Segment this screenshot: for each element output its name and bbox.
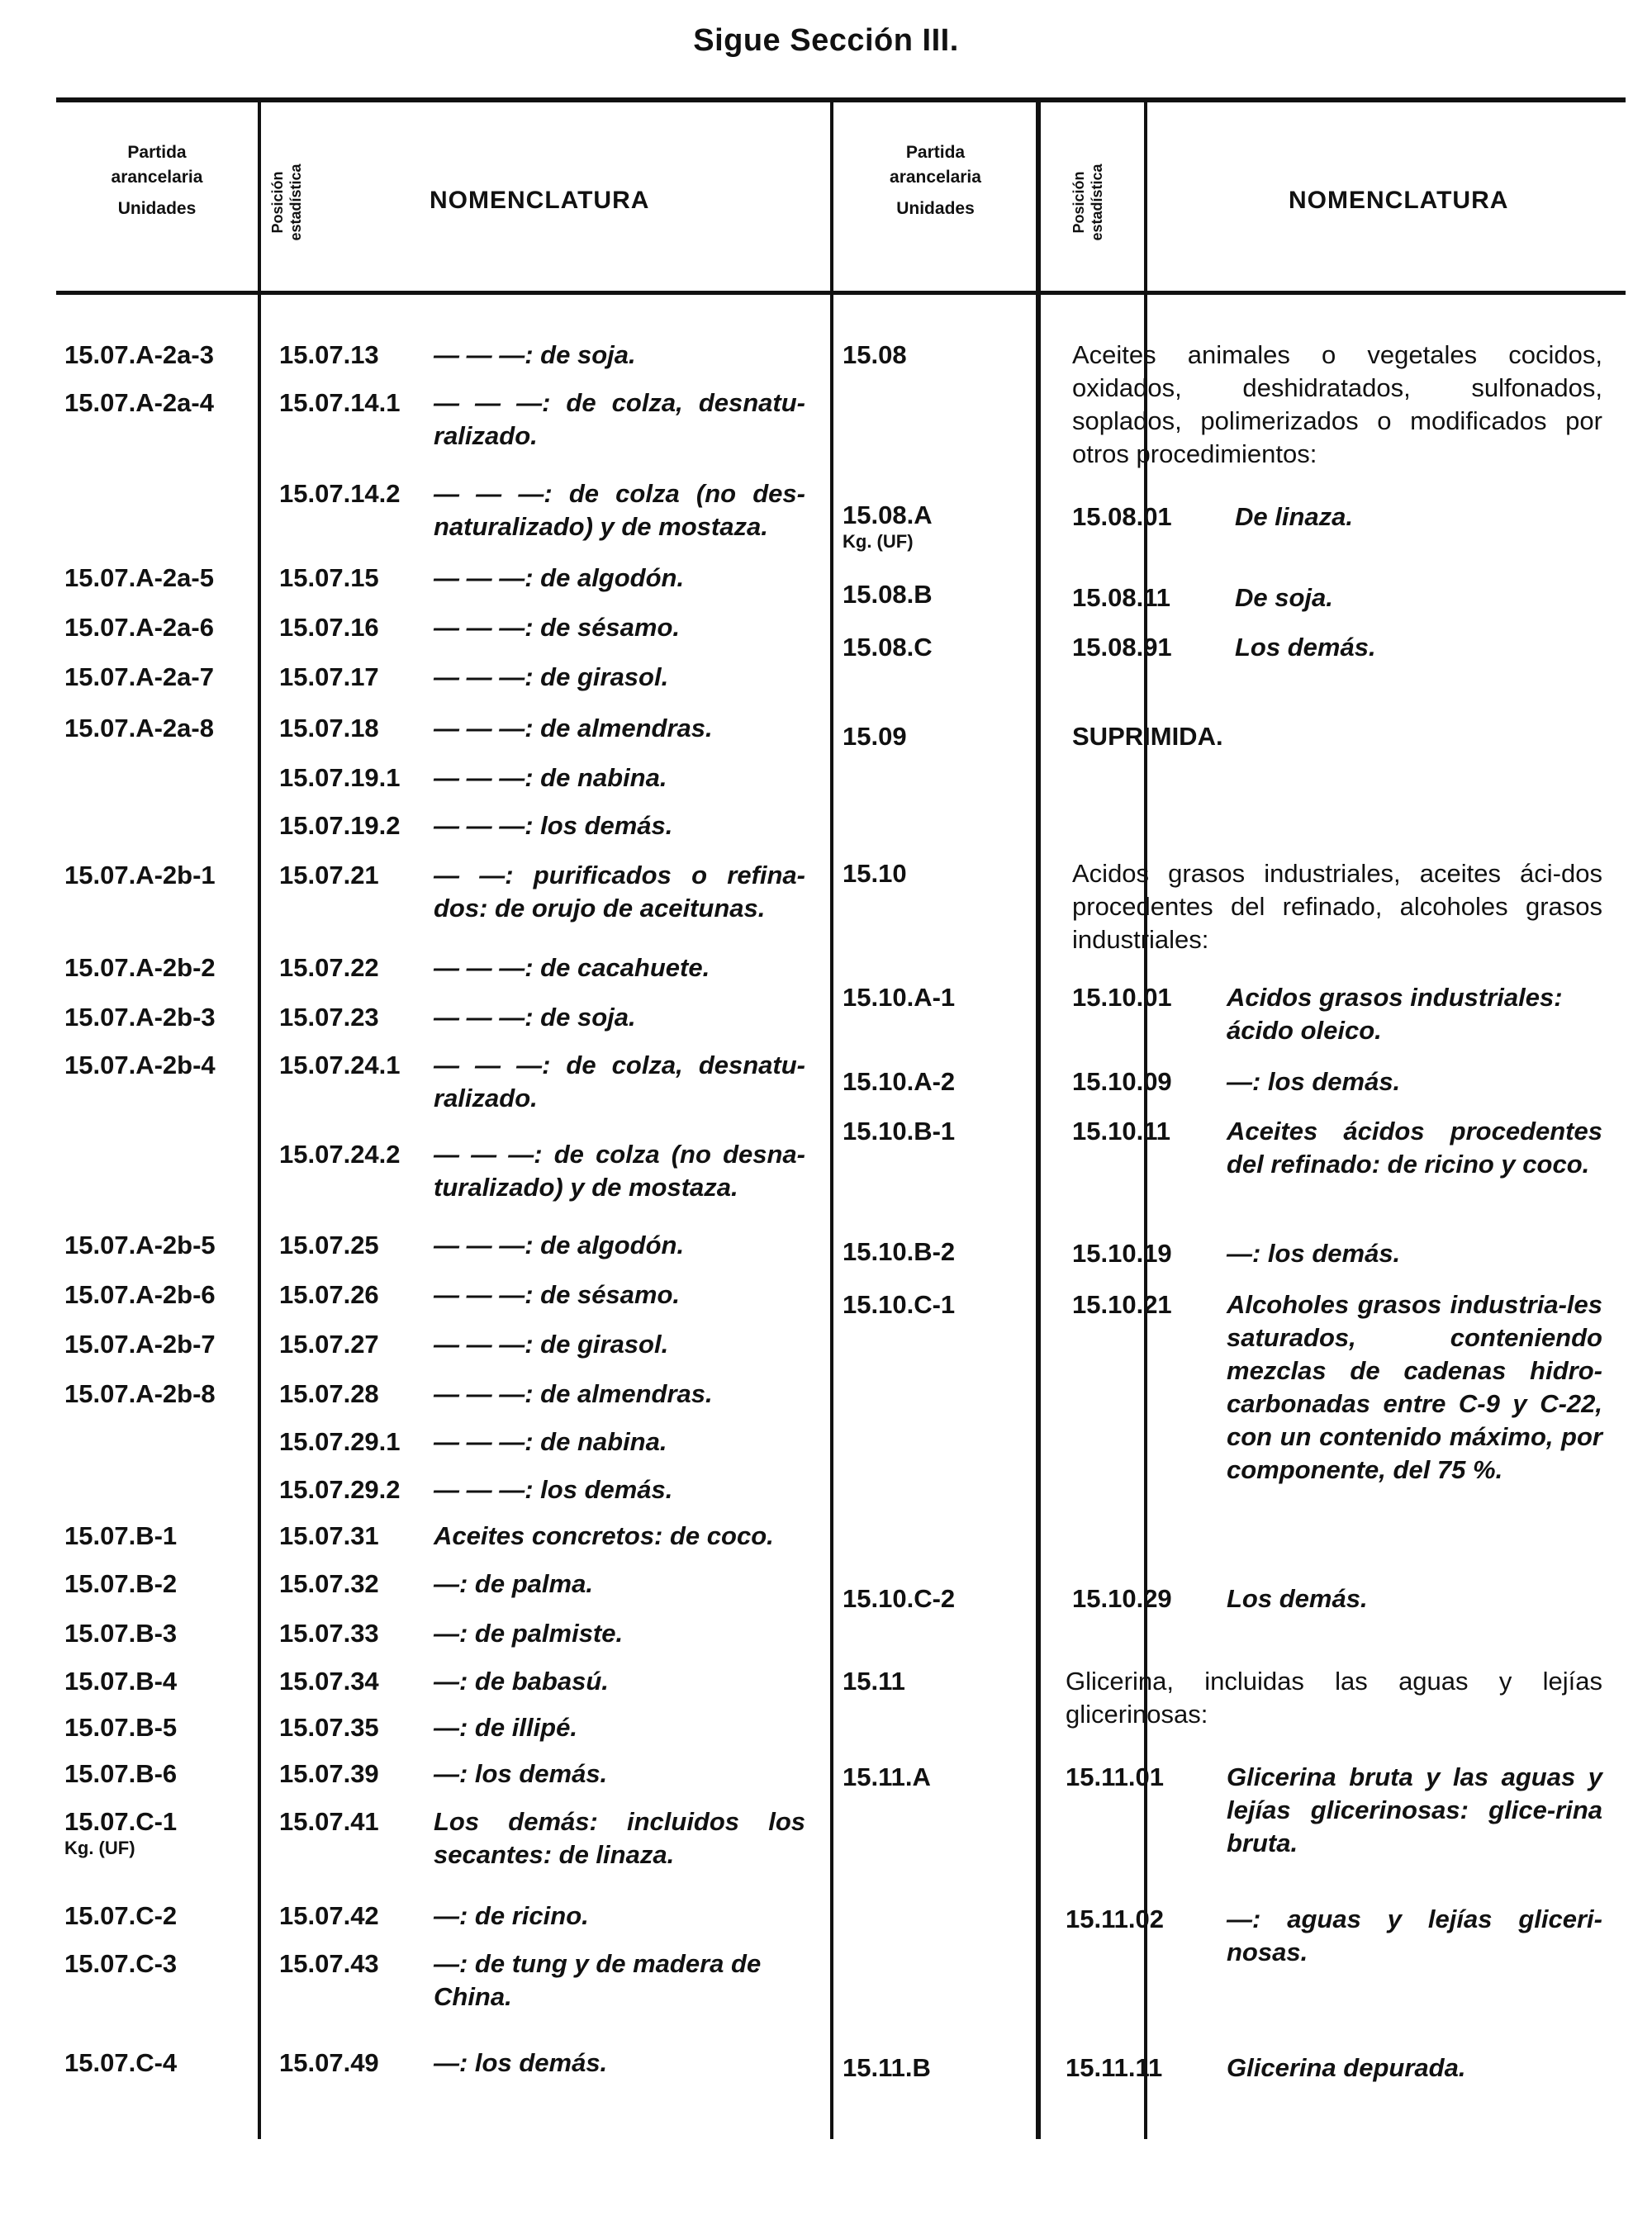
left-partida-code: 15.07.C-1 [64,1807,178,1836]
left-nomenclatura: —: de illipé. [434,1713,577,1742]
left-posicion: 15.07.22 [279,953,379,982]
left-partida: 15.07.B-5 [64,1713,178,1742]
right-posicion: 15.10.11 [1072,1117,1170,1146]
left-posicion: 15.07.29.1 [279,1427,401,1456]
left-nomenclatura: — — —: de nabina. [434,1427,667,1456]
left-partida: 15.07.B-1 [64,1521,178,1550]
left-nomenclatura: — — —: de colza (no desna-turalizado) y de mostaza. [434,1140,805,1202]
header-posicion-line2: estadística [1089,164,1105,241]
right-partida: 15.10.A-1 [843,983,956,1012]
header-partida-line3: Unidades [117,199,197,218]
left-partida [64,1805,177,1858]
left-nomenclatura: — — —: los demás. [434,811,673,840]
left-partida: 15.07.A-2a-7 [64,662,214,691]
right-partida: 15.10.C-1 [843,1290,956,1319]
left-nomenclatura: —: de palmiste. [434,1619,624,1648]
right-nomenclatura: De soja. [1235,583,1333,612]
left-partida: 15.07.A-2b-1 [64,861,216,889]
left-partida: 15.07.A-2a-6 [64,613,214,642]
right-partida: 15.11.A [843,1762,931,1791]
right-posicion: 15.10.21 [1072,1290,1172,1319]
left-posicion: 15.07.23 [279,1003,379,1032]
left-nomenclatura: — — —: de algodón. [434,1231,685,1259]
left-partida-unit: Kg. (UF) [64,1838,135,1858]
right-posicion: 15.10.29 [1072,1584,1172,1613]
left-partida: 15.07.A-2b-5 [64,1231,216,1259]
right-nomenclatura: Glicerina, incluidas las aguas y lejías glicerinosas: [1066,1667,1602,1729]
left-posicion: 15.07.31 [279,1521,379,1550]
right-partida: 15.10.B-1 [843,1117,956,1146]
right-posicion: 15.08.91 [1072,633,1172,662]
right-posicion: 15.11.11 [1066,2053,1163,2082]
header-partida-line3: Unidades [896,199,975,218]
header-posicion-line1: Posición [1070,171,1087,234]
left-posicion: 15.07.19.1 [279,763,401,792]
left-partida: 15.07.B-2 [64,1569,178,1598]
left-nomenclatura: — — —: de girasol. [434,662,669,691]
header-posicion-right [1070,149,1119,256]
right-partida: 15.10 [843,859,907,888]
right-posicion: 15.08.11 [1072,583,1170,612]
header-partida-right [843,140,1028,221]
left-partida: 15.07.C-2 [64,1901,178,1930]
header-partida-line2: arancelaria [111,168,203,187]
left-posicion: 15.07.14.2 [279,479,401,508]
left-partida: 15.07.A-2a-5 [64,563,214,592]
left-nomenclatura: Aceites concretos: de coco. [434,1521,774,1550]
right-partida: 15.08 [843,340,907,369]
right-partida: 15.08.B [843,580,933,609]
left-partida: 15.07.A-2b-3 [64,1003,216,1032]
right-nomenclatura: Acidos grasos industriales, aceites áci-dos procedentes del refinado, alcoholes grasos industriales: [1072,859,1602,954]
left-nomenclatura: —: de ricino. [434,1901,589,1930]
left-posicion: 15.07.33 [279,1619,379,1648]
left-partida: 15.07.B-3 [64,1619,178,1648]
left-nomenclatura: — — —: de colza, desnatu-ralizado. [434,1051,805,1112]
left-posicion: 15.07.14.1 [279,388,401,417]
left-nomenclatura: — — —: de almendras. [434,1379,713,1408]
left-posicion: 15.07.49 [279,2048,379,2077]
left-nomenclatura: — — —: de colza, desnatu-ralizado. [434,388,805,450]
right-nomenclatura: Acidos grasos industriales: ácido oleico. [1227,983,1563,1045]
right-posicion: 15.11.02 [1066,1905,1164,1933]
left-partida: 15.07.B-4 [64,1667,178,1696]
column-divider-3 [1036,99,1041,2139]
header-posicion-line2: estadística [287,164,304,241]
left-posicion: 15.07.43 [279,1949,379,1978]
right-nomenclatura: Aceites ácidos procedentes del refinado: de ricino y coco. [1227,1117,1602,1179]
left-nomenclatura: Los demás: incluidos los secantes: de linaza. [434,1807,805,1869]
right-partida: 15.08.C [843,633,933,662]
left-partida: 15.07.B-6 [64,1759,178,1788]
right-nomenclatura: Los demás. [1227,1584,1368,1613]
left-nomenclatura: —: de palma. [434,1569,593,1598]
left-posicion: 15.07.27 [279,1330,379,1359]
right-partida: 15.10.B-2 [843,1237,956,1266]
table-top-rule [56,97,1626,102]
left-nomenclatura: — — —: de soja. [434,340,636,369]
left-nomenclatura: — — —: de cacahuete. [434,953,710,982]
right-partida: 15.11 [843,1667,905,1696]
left-posicion: 15.07.19.2 [279,811,401,840]
column-divider-1 [258,99,261,2139]
left-nomenclatura: — — —: de sésamo. [434,1280,681,1309]
page-title: Sigue Sección III. [693,23,959,58]
left-posicion: 15.07.15 [279,563,379,592]
left-nomenclatura: —: de tung y de madera de China. [434,1949,762,2011]
left-partida: 15.07.A-2a-8 [64,714,214,742]
left-partida: 15.07.A-2b-6 [64,1280,216,1309]
header-partida-line1: Partida [127,143,187,162]
left-nomenclatura: —: los demás. [434,1759,608,1788]
left-partida: 15.07.A-2b-4 [64,1051,216,1079]
left-partida: 15.07.A-2a-4 [64,388,214,417]
left-nomenclatura: — —: purificados o refina-dos: de orujo de aceitunas. [434,861,805,923]
right-posicion: 15.10.01 [1072,983,1172,1012]
header-bottom-rule [56,291,1626,295]
right-nomenclatura: SUPRIMIDA. [1072,722,1223,751]
right-posicion: 15.10.09 [1072,1067,1172,1096]
left-partida: 15.07.A-2b-8 [64,1379,216,1408]
right-partida: 15.09 [843,722,907,751]
header-posicion-left [268,149,318,256]
right-posicion: 15.11.01 [1066,1762,1164,1791]
left-nomenclatura: — — —: de almendras. [434,714,713,742]
left-posicion: 15.07.21 [279,861,379,889]
left-nomenclatura: — — —: de nabina. [434,763,667,792]
left-posicion: 15.07.41 [279,1807,379,1836]
left-posicion: 15.07.32 [279,1569,379,1598]
left-posicion: 15.07.34 [279,1667,379,1696]
left-nomenclatura: —: los demás. [434,2048,608,2077]
left-posicion: 15.07.17 [279,662,379,691]
right-nomenclatura: Glicerina depurada. [1227,2053,1466,2082]
left-nomenclatura: — — —: de sésamo. [434,613,681,642]
column-divider-2 [830,99,833,2139]
left-posicion: 15.07.28 [279,1379,379,1408]
left-posicion: 15.07.13 [279,340,379,369]
right-partida [843,499,933,552]
left-posicion: 15.07.42 [279,1901,379,1930]
left-nomenclatura: — — —: de girasol. [434,1330,669,1359]
left-nomenclatura: — — —: de algodón. [434,563,685,592]
right-nomenclatura: —: los demás. [1227,1067,1401,1096]
header-partida-line1: Partida [905,143,966,162]
header-nomenclatura-right: NOMENCLATURA [1289,187,1509,214]
left-nomenclatura: —: de babasú. [434,1667,609,1696]
left-partida: 15.07.C-3 [64,1949,178,1978]
left-posicion: 15.07.16 [279,613,379,642]
left-posicion: 15.07.29.2 [279,1475,401,1504]
right-nomenclatura: —: los demás. [1227,1239,1401,1268]
header-partida-left [66,140,248,221]
left-posicion: 15.07.25 [279,1231,379,1259]
right-nomenclatura: —: aguas y lejías gliceri-nosas. [1227,1905,1602,1966]
left-posicion: 15.07.35 [279,1713,379,1742]
header-nomenclatura-left: NOMENCLATURA [430,187,650,214]
right-nomenclatura: Aceites animales o vegetales cocidos, oxidados, deshidratados, sulfonados, soplados, polimerizados o modificados por otros procedimientos: [1072,340,1602,468]
left-posicion: 15.07.24.1 [279,1051,401,1079]
left-posicion: 15.07.26 [279,1280,379,1309]
left-posicion: 15.07.18 [279,714,379,742]
right-partida-unit: Kg. (UF) [843,531,914,552]
right-nomenclatura: Alcoholes grasos industria-les saturados, conteniendo mezclas de cadenas hidro-carbonadas entre C-9 y C-22, con un contenido máximo, por componente, del 75 %. [1227,1290,1602,1484]
left-partida: 15.07.A-2b-7 [64,1330,216,1359]
right-nomenclatura: De linaza. [1235,502,1353,531]
left-partida: 15.07.C-4 [64,2048,178,2077]
right-posicion: 15.08.01 [1072,502,1172,531]
left-nomenclatura: — — —: de colza (no des-naturalizado) y de mostaza. [434,479,805,541]
left-nomenclatura: — — —: de soja. [434,1003,636,1032]
right-partida: 15.10.A-2 [843,1067,956,1096]
left-partida: 15.07.A-2b-2 [64,953,216,982]
left-nomenclatura: — — —: los demás. [434,1475,673,1504]
right-posicion: 15.10.19 [1072,1239,1172,1268]
right-partida: 15.11.B [843,2053,931,2082]
right-partida-code: 15.08.A [843,500,933,529]
right-partida: 15.10.C-2 [843,1584,956,1613]
header-posicion-line1: Posición [269,171,286,234]
left-posicion: 15.07.24.2 [279,1140,401,1169]
right-nomenclatura: Glicerina bruta y las aguas y lejías glicerinosas: glice-rina bruta. [1227,1762,1602,1857]
left-posicion: 15.07.39 [279,1759,379,1788]
left-partida: 15.07.A-2a-3 [64,340,214,369]
header-partida-line2: arancelaria [890,168,981,187]
right-nomenclatura: Los demás. [1235,633,1376,662]
